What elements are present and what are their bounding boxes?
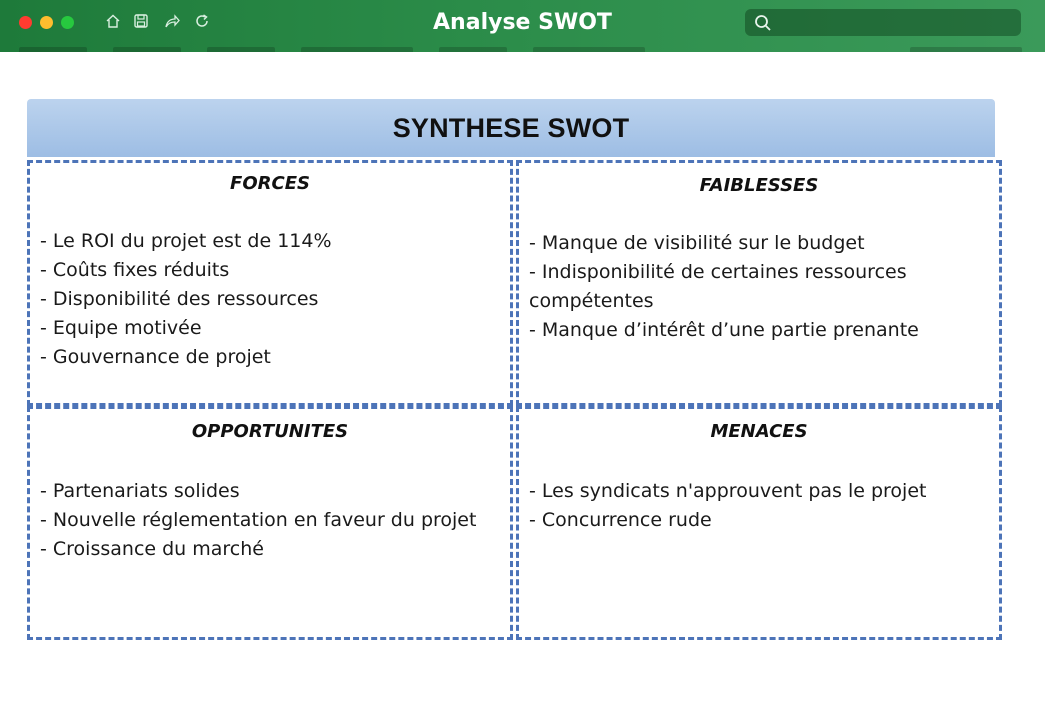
swot-header (27, 99, 995, 157)
ribbon-tab[interactable] (910, 47, 1022, 52)
list-item: - Coûts fixes réduits (40, 259, 230, 281)
list-item: - Partenariats solides (40, 480, 240, 502)
search-icon (754, 14, 772, 32)
window-title: Analyse SWOT (433, 10, 612, 35)
forces-list (40, 227, 498, 372)
list-item: - Croissance du marché (40, 538, 264, 560)
menaces-quadrant (516, 406, 1002, 640)
opportunites-title: OPPORTUNITES (191, 421, 349, 442)
ribbon-tab[interactable] (19, 47, 87, 52)
list-item: - Manque d’intérêt d’une partie prenante (529, 319, 919, 341)
ribbon-tab[interactable] (207, 47, 275, 52)
search-input[interactable] (745, 9, 1021, 36)
ribbon-tab[interactable] (439, 47, 507, 52)
list-item: - Concurrence rude (529, 509, 712, 531)
forces-title: FORCES (230, 173, 310, 194)
forces-quadrant (27, 160, 513, 406)
list-item: - Nouvelle réglementation en faveur du projet (40, 509, 477, 531)
opportunites-quadrant (27, 406, 513, 640)
list-item: - Le ROI du projet est de 114% (40, 230, 332, 252)
list-item: - Equipe motivée (40, 317, 202, 339)
faiblesses-quadrant (516, 160, 1002, 406)
opportunites-list (40, 477, 498, 564)
faiblesses-title: FAIBLESSES (699, 175, 819, 196)
menaces-list (529, 477, 987, 535)
menaces-title: MENACES (710, 421, 808, 442)
ribbon-tab[interactable] (113, 47, 181, 52)
list-item: - Disponibilité des ressources (40, 288, 319, 310)
ribbon-tab[interactable] (301, 47, 413, 52)
swot-title: SYNTHESE SWOT (392, 113, 630, 143)
title-bar (0, 0, 1045, 52)
faiblesses-list (529, 229, 987, 345)
list-item: - Les syndicats n'approuvent pas le projet (529, 480, 927, 502)
list-item: - Indisponibilité de certaines ressources compétentes (529, 261, 907, 312)
list-item: - Manque de visibilité sur le budget (529, 232, 865, 254)
list-item: - Gouvernance de projet (40, 346, 271, 368)
ribbon-tab[interactable] (533, 47, 645, 52)
